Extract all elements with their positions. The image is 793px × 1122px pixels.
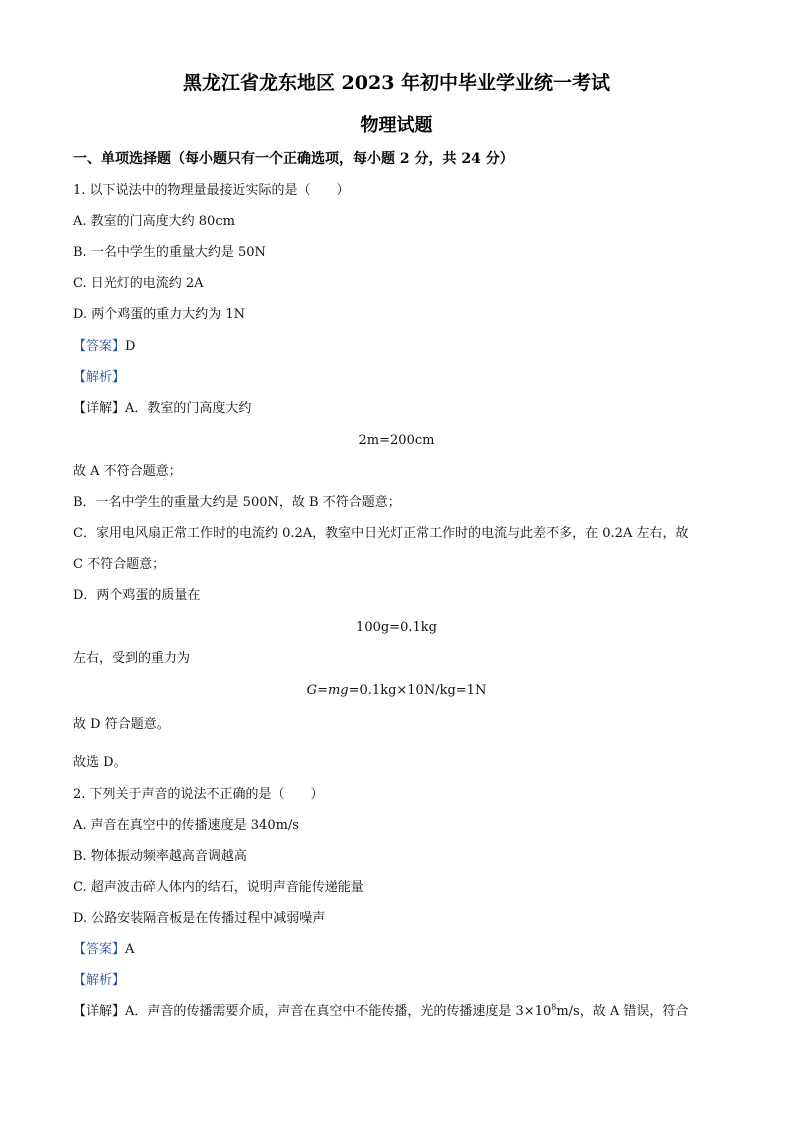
question-1-stem: 1. 以下说法中的物理量最接近实际的是（ ） — [73, 183, 350, 198]
section-heading: 一、单项选择题（每小题只有一个正确选项，每小题 2 分，共 24 分） — [73, 151, 514, 167]
question-2-stem: 2. 下列关于声音的说法不正确的是（ ） — [73, 787, 324, 802]
question-1-answer — [73, 338, 135, 356]
formula-door-height: 2m=200cm — [358, 433, 435, 448]
detail-c-line2: C 不符合题意； — [73, 557, 166, 572]
answer-tag: 【答案】 — [73, 942, 126, 957]
question-1-analysis-tag: 【解析】 — [73, 370, 126, 385]
formula-mg: mg — [327, 683, 349, 698]
detail-tag: 【详解】 — [73, 1004, 126, 1019]
formula-g: G — [306, 683, 318, 698]
detail-text: A．教室的门高度大约 — [125, 401, 252, 416]
detail-text-start: A．声音的传播需要介质，声音在真空中不能传播，光的传播速度是 3×10 — [125, 1004, 552, 1019]
formula-gravity — [0, 682, 793, 700]
formula-rest: =0.1kg×10N/kg=1N — [348, 683, 487, 698]
detail-a-conclusion: 故 A 不符合题意； — [73, 464, 182, 479]
question-1-choice: 故选 D。 — [73, 755, 127, 770]
question-1-option-b: B. 一名中学生的重量大约是 50N — [73, 245, 266, 260]
detail-d-line2: 左右，受到的重力为 — [73, 651, 191, 666]
question-2-option-a: A. 声音在真空中的传播速度是 340m/s — [73, 818, 299, 833]
formula-eq: = — [317, 683, 328, 698]
answer-value: A — [125, 942, 135, 957]
question-1-option-c: C. 日光灯的电流约 2A — [73, 276, 204, 291]
detail-exponent: 8 — [551, 1002, 557, 1012]
formula-egg-mass: 100g=0.1kg — [356, 620, 437, 635]
question-2-option-d: D. 公路安装隔音板是在传播过程中减弱噪声 — [73, 911, 326, 926]
question-1-option-d: D. 两个鸡蛋的重力大约为 1N — [73, 307, 246, 322]
detail-text-end: m/s，故 A 错误，符合 — [556, 1004, 689, 1019]
answer-tag: 【答案】 — [73, 339, 126, 354]
question-2-answer — [73, 941, 134, 959]
question-1-detail — [73, 400, 251, 418]
page-subtitle: 物理试题 — [360, 115, 433, 136]
question-2-option-b: B. 物体振动频率越高音调越高 — [73, 849, 247, 864]
detail-tag: 【详解】 — [73, 401, 126, 416]
detail-d-conclusion: 故 D 符合题意。 — [73, 717, 170, 732]
detail-d-line1: D．两个鸡蛋的质量在 — [73, 588, 201, 603]
detail-b: B．一名中学生的重量大约是 500N，故 B 不符合题意； — [73, 495, 401, 510]
question-2-detail — [73, 1003, 688, 1021]
question-2-option-c: C. 超声波击碎人体内的结石，说明声音能传递能量 — [73, 880, 364, 895]
detail-c-line1: C．家用电风扇正常工作时的电流约 0.2A，教室中日光灯正常工作时的电流与此差不多，在 0.2A 左右，故 — [73, 526, 689, 541]
question-2-analysis-tag: 【解析】 — [73, 973, 126, 988]
page-title: 黑龙江省龙东地区 2023 年初中毕业学业统一考试 — [182, 72, 611, 94]
answer-value: D — [125, 339, 136, 354]
question-1-option-a: A. 教室的门高度大约 80cm — [73, 214, 235, 229]
